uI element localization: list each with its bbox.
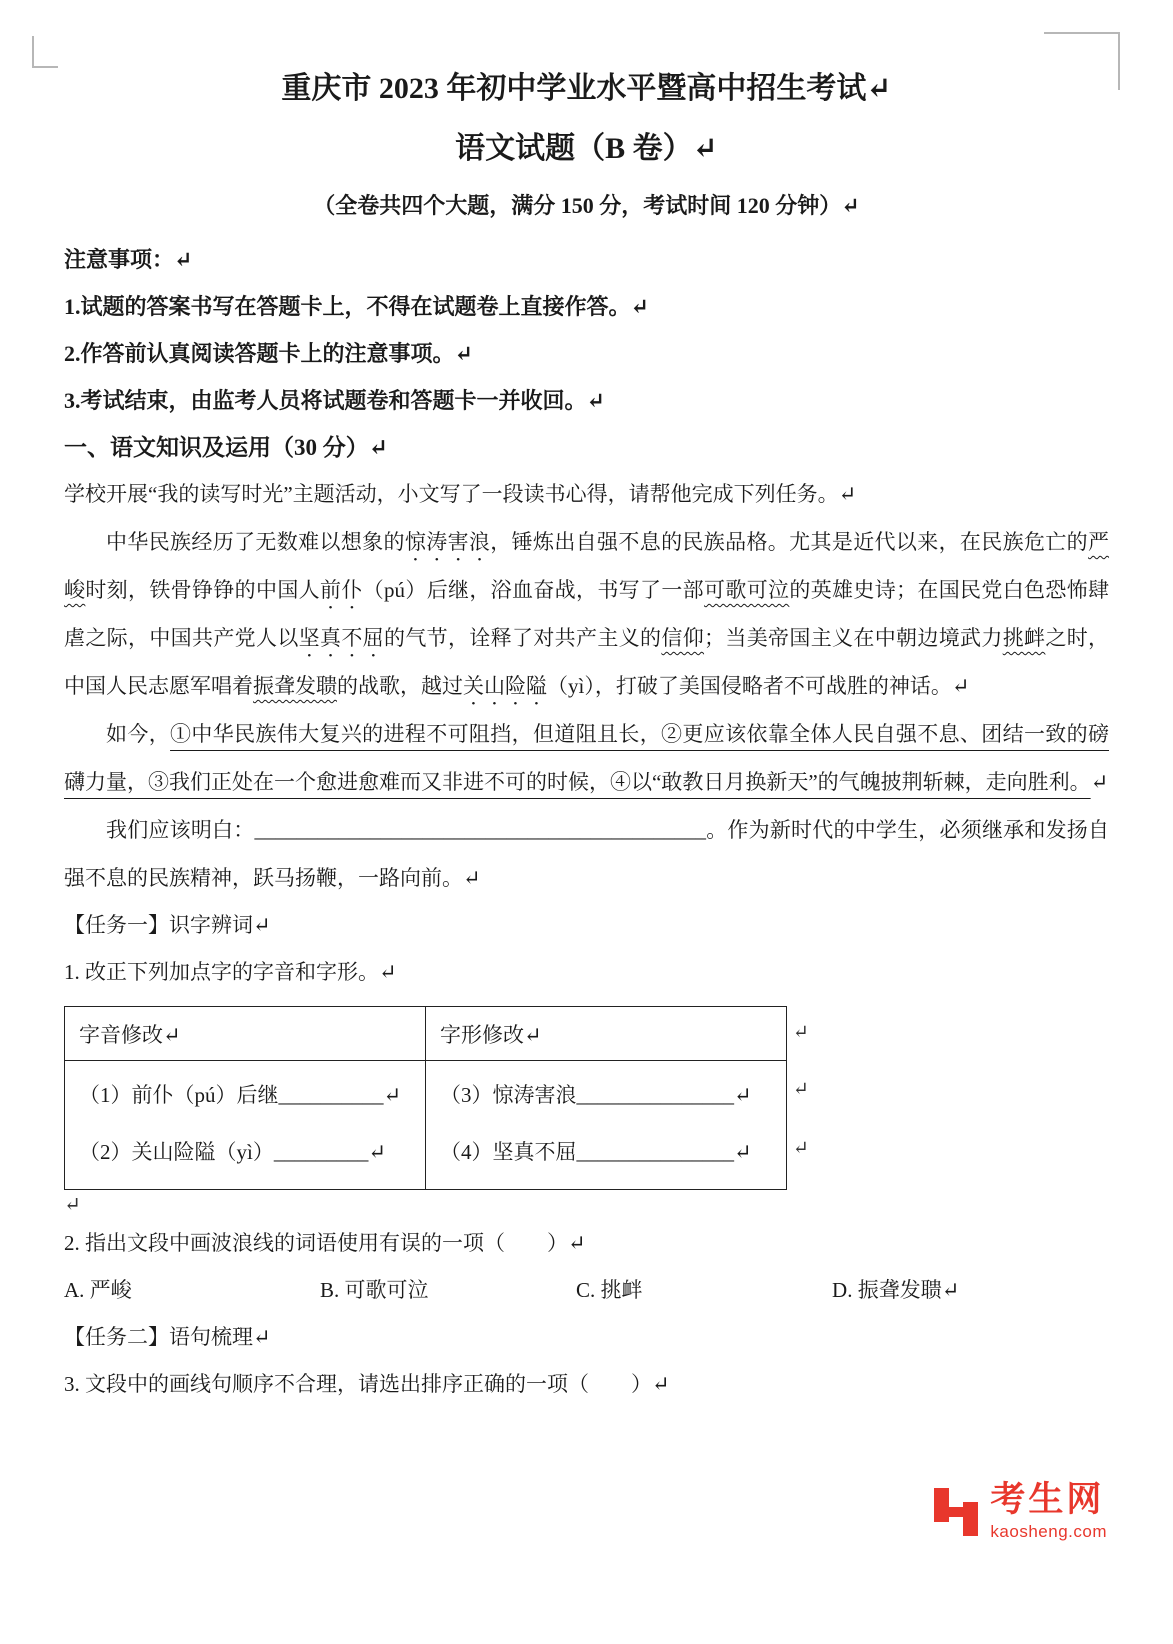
text-segment: 可歌可泣 — [704, 578, 790, 602]
paragraph-mark: ↵ — [793, 1022, 809, 1043]
text-segment: 的战歌，越过 — [337, 674, 463, 698]
paragraph-mark: ↵ — [64, 1194, 81, 1216]
table-cell-glyph — [426, 1061, 787, 1190]
table-cell-pronunciation — [65, 1061, 426, 1190]
text-segment: 的气节，诠释了对共产主义的 — [384, 626, 662, 650]
text-segment: ；当美帝国主义在中朝边境武力 — [704, 626, 1003, 650]
notice-item-3: 3.考试结束，由监考人员将试题卷和答题卡一并收回。↵ — [64, 388, 605, 413]
kaosheng-logo — [932, 1482, 1107, 1542]
exam-meta-line: （全卷共四个大题，满分 150 分，考试时间 120 分钟）↵ — [313, 193, 860, 218]
q2-options-row — [64, 1267, 1109, 1314]
notice-item-1: 1.试题的答案书写在答题卡上，不得在试题卷上直接作答。↵ — [64, 294, 649, 319]
logo-bar-right — [963, 1502, 978, 1536]
option-a: A. 严峻 — [64, 1278, 132, 1302]
text-segment: 前仆 — [320, 578, 363, 602]
text-segment: 振聋发聩 — [253, 674, 337, 698]
kaosheng-logo-icon — [932, 1488, 980, 1536]
text-segment: （yì），打破了美国侵略者不可战胜的神话。↵ — [547, 674, 970, 698]
paragraph-mark: ↵ — [793, 1079, 809, 1100]
text-segment: ，锤炼出自强不息的民族品格。尤其是近代以来，在民族危亡的 — [490, 530, 1089, 554]
notice-section — [64, 236, 1109, 424]
question-2-text: 2. 指出文段中画波浪线的词语使用有误的一项（ ）↵ — [64, 1231, 586, 1255]
exam-subtitle: 语文试题（B 卷）↵ — [455, 132, 718, 165]
text-segment: 后继，浴血奋战，书写了一部 — [426, 578, 705, 602]
table-cell-line-3: （3）惊涛害浪_______________↵ — [440, 1083, 752, 1107]
option-d: D. 振聋发聩↵ — [832, 1278, 960, 1302]
text-segment: 如今， — [106, 722, 171, 746]
crop-mark-top-right-icon — [1044, 32, 1120, 90]
table-header-pronunciation: 字音修改↵ — [65, 1007, 426, 1061]
text-segment: ①中华民族伟大复兴的进程不可阻挡，但道阻且长，②更应该依靠全体人民自强不息、团结一致的磅礴力量，③我们正处在一个愈进愈难而又非进不可的时候，④以“敢教日月换新天”的气魄披荆斩棘，走向胜利。 — [64, 722, 1109, 794]
table-body-row — [65, 1061, 787, 1190]
notice-header: 注意事项：↵ — [64, 247, 193, 272]
text-segment: 惊涛害浪 — [404, 530, 491, 554]
text-segment: 之时，中国人民志愿军唱着 — [64, 626, 1110, 698]
exam-title: 重庆市 2023 年初中学业水平暨高中招生考试↵ — [281, 72, 892, 105]
site-name: 考生网 — [990, 1480, 1105, 1519]
table-cell-line-1: （1）前仆（pú）后继__________↵ — [79, 1083, 402, 1107]
kaosheng-logo-text — [990, 1482, 1107, 1542]
text-segment: 严峻 — [64, 530, 1110, 602]
task-1-heading: 【任务一】识字辨词↵ — [64, 913, 271, 937]
text-segment: 信仰 — [661, 626, 705, 650]
passage-paragraph-3: 我们应该明白：___________________________________________。作为新时代的中学生，必须继承和发扬自强不息的民族精神，跃马扬鞭，一路向前。↵ — [64, 818, 1109, 890]
text-segment: 挑衅 — [1002, 626, 1046, 650]
question-3-text: 3. 文段中的画线句顺序不合理，请选出排序正确的一项（ ）↵ — [64, 1372, 670, 1396]
passage-paragraph-1 — [64, 518, 1109, 710]
paragraph-mark: ↵ — [793, 1138, 809, 1159]
intro-line: 学校开展“我的读写时光”主题活动，小文写了一段读书心得，请帮他完成下列任务。↵ — [64, 482, 857, 506]
task-2-heading: 【任务二】语句梳理↵ — [64, 1325, 271, 1349]
text-segment: ↵ — [1090, 770, 1109, 794]
table-cell-line-4: （4）坚真不屈_______________↵ — [440, 1140, 752, 1164]
site-url: kaosheng.com — [990, 1521, 1107, 1541]
q1-correction-table — [64, 1006, 787, 1190]
text-segment: （pú） — [362, 578, 427, 602]
table-header-row — [65, 1007, 787, 1061]
text-segment: 中华民族经历了无数难以想象的 — [106, 530, 405, 554]
text-segment: 时刻，铁骨铮铮的中国人 — [85, 578, 321, 602]
text-segment: 坚真不屈 — [298, 626, 385, 650]
option-b: B. 可歌可泣 — [320, 1278, 429, 1302]
text-segment: 的英雄史诗；在国民党白色恐怖肆虐之际，中国共产党人以 — [64, 578, 1110, 650]
table-header-glyph: 字形修改↵ — [426, 1007, 787, 1061]
table-cell-line-2: （2）关山险隘（yì）_________↵ — [79, 1140, 386, 1164]
option-c: C. 挑衅 — [576, 1278, 643, 1302]
paragraph-marks-column — [787, 1006, 809, 1190]
section-1-heading: 一、语文知识及运用（30 分）↵ — [64, 435, 389, 460]
notice-item-2: 2.作答前认真阅读答题卡上的注意事项。↵ — [64, 341, 473, 366]
text-segment: 关山险隘 — [463, 674, 547, 698]
crop-mark-top-left-icon — [32, 36, 58, 68]
q1-table-wrap — [64, 1006, 1109, 1190]
question-1-text: 1. 改正下列加点字的字音和字形。↵ — [64, 960, 397, 984]
passage-paragraph-2 — [64, 710, 1109, 806]
